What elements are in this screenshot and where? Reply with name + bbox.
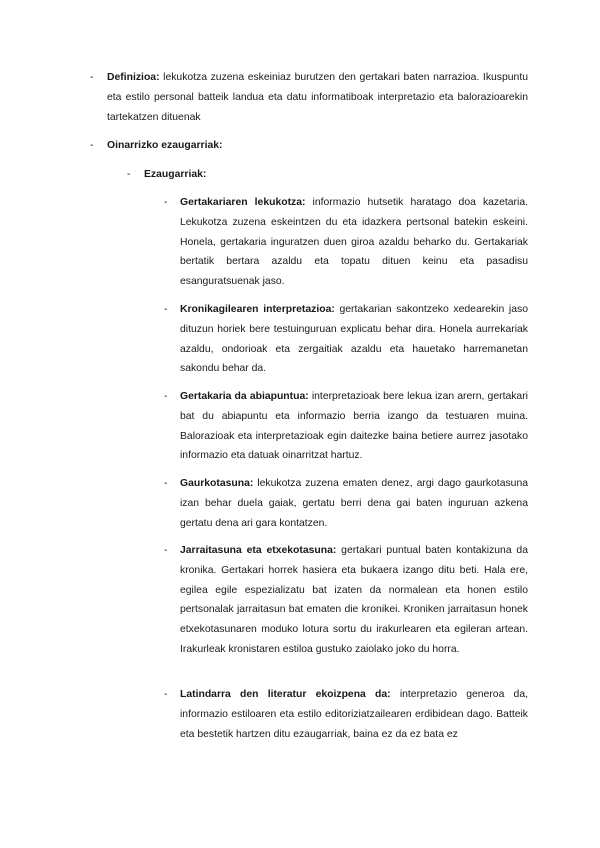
bullet-marker: - <box>164 689 168 700</box>
definition-term: Definizioa: <box>107 72 160 83</box>
feature-item <box>180 685 528 744</box>
definition-text: lekukotza zuzena eskeiniaz burutzen den gertakari baten narrazioa. Ikuspuntu eta estilo personal batteik landua eta datu informatiboak interpretazio eta balorazioarekin tartekatzen dituenak <box>107 72 528 123</box>
bullet-marker: - <box>127 169 131 180</box>
feature-item <box>180 193 528 292</box>
feature-item <box>180 541 528 660</box>
bullet-marker: - <box>164 478 168 489</box>
bullet-marker: - <box>90 72 94 83</box>
definition-paragraph <box>107 68 528 127</box>
features-heading <box>144 165 528 185</box>
feature-term: Kronikagilearen interpretazioa: <box>180 304 335 315</box>
feature-text: interpretazioak bere lekua izan arern, gertakari bat du abiapuntu eta informazio berria izango da testuaren muina. Balorazioak eta interpretazioak egin daitezke baina betiere aurrez jasotako informazio eta datuak oinarritzat hartuz. <box>180 391 528 462</box>
feature-term: Gertakaria da abiapuntua: <box>180 391 309 402</box>
basic-features-heading <box>107 136 528 156</box>
bullet-marker: - <box>90 140 94 151</box>
feature-term: Latindarra den literatur ekoizpena da: <box>180 689 391 700</box>
feature-term: Jarraitasuna eta etxekotasuna: <box>180 545 337 556</box>
bullet-marker: - <box>164 391 168 402</box>
features-term: Ezaugarriak: <box>144 169 207 180</box>
feature-text: lekukotza zuzena ematen denez, argi dago gaurkotasuna izan behar duela gaiak, gertatu berri dena gai baten inguruan azkena gertatu dena ari gara kontatzen. <box>180 478 528 529</box>
feature-text: gertakarian sakontzeko xedearekin jaso dituzun horiek bere testuinguruan explicatu behar dira. Honela aurrekariak azaldu, ondorioak eta zergaitiak azaldu eta hauetako harremanetan sakondu behar da. <box>180 304 528 375</box>
feature-term: Gertakariaren lekukotza: <box>180 197 306 208</box>
bullet-marker: - <box>164 545 168 556</box>
feature-item <box>180 387 528 466</box>
feature-text: gertakari puntual baten kontakizuna da kronika. Gertakari horrek hasiera eta bukaera izango ditu beti. Hala ere, egilea egile espezializatu bat izaten da normalean eta honen estilo pertsonalak jarraitasun bat ematen die kronikei. Kroniken jarraitasun honek etxekotasunaren moduko lotura sortu du irakurlearen eta egileran artean. Irakurleak kronistaren estiloa gustuko zaiolako joko du horra. <box>180 545 528 655</box>
feature-term: Gaurkotasuna: <box>180 478 254 489</box>
feature-item <box>180 300 528 379</box>
feature-item <box>180 474 528 533</box>
bullet-marker: - <box>164 197 168 208</box>
feature-text: interpretazio generoa da, informazio estiloaren eta estilo editoriziatzailearen erdibidean dago. Batteik eta bestetik hartzen ditu ezaugarriak, baina ez da ez bata ez <box>180 689 528 740</box>
bullet-marker: - <box>164 304 168 315</box>
feature-text: informazio hutsetik haratago doa kazetaria. Lekukotza zuzena eskeintzen du eta idazkera pertsonal batekin eskeini. Honela, gertakaria inguratzen duen giroa azaldu beharko du. Gertakariak bertatik bertara azaldu eta topatu dituen keinu eta pasadisu esanguratsuenak jaso. <box>180 197 528 288</box>
basic-features-term: Oinarrizko ezaugarriak: <box>107 140 223 151</box>
